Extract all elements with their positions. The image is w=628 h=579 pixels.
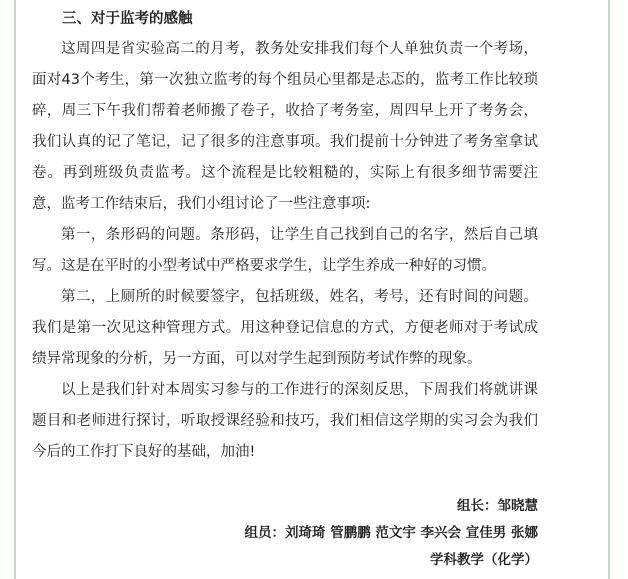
signature-department: 学科教学（化学） [430, 552, 538, 568]
paragraph-point-one: 第一，条形码的问题。条形码，让学生自己找到自己的名字，然后自己填写。这是在平时的小型考试中严格要求学生，让学生养成一种好的习惯。 [32, 227, 538, 274]
paragraph-exam-intro: 这周四是省实验高二的月考，教务处安排我们每个人单独负责一个考场，面对43个考生，第一次独立监考的每个组员心里都是忐忑的，监考工作比较琐碎，周三下午我们帮着老师搬了卷子，收拾了考务室，周四早上开了考务会，我们认真的记了笔记，记了很多的注意事项。我们提前十分钟进了考务室拿试卷。再到班级负责监考。这个流程是比较粗糙的，实际上有很多细节需要注意，监考工作结束后，我们小组讨论了一些注意事项: [32, 41, 538, 212]
paragraph-conclusion: 以上是我们针对本周实习参与的工作进行的深刻反思，下周我们将就讲课题目和老师进行探讨，听取授课经验和技巧，我们相信这学期的实习会为我们今后的工作打下良好的基础，加油! [32, 382, 538, 460]
section-heading: 三、对于监考的感触 [62, 11, 193, 27]
paragraph-point-two: 第二，上厕所的时候要签字，包括班级，姓名，考号，还有时间的问题。我们是第一次见这种管理方式。用这种登记信息的方式，方便老师对于考试成绩异常现象的分析，另一方面，可以对学生起到预防考试作弊的现象。 [32, 289, 538, 367]
signature-leader: 组长：邹晓慧 [457, 498, 538, 514]
signature-members: 组员：刘琦琦 管鹏鹏 范文宇 李兴会 宣佳男 张娜 [244, 525, 538, 541]
